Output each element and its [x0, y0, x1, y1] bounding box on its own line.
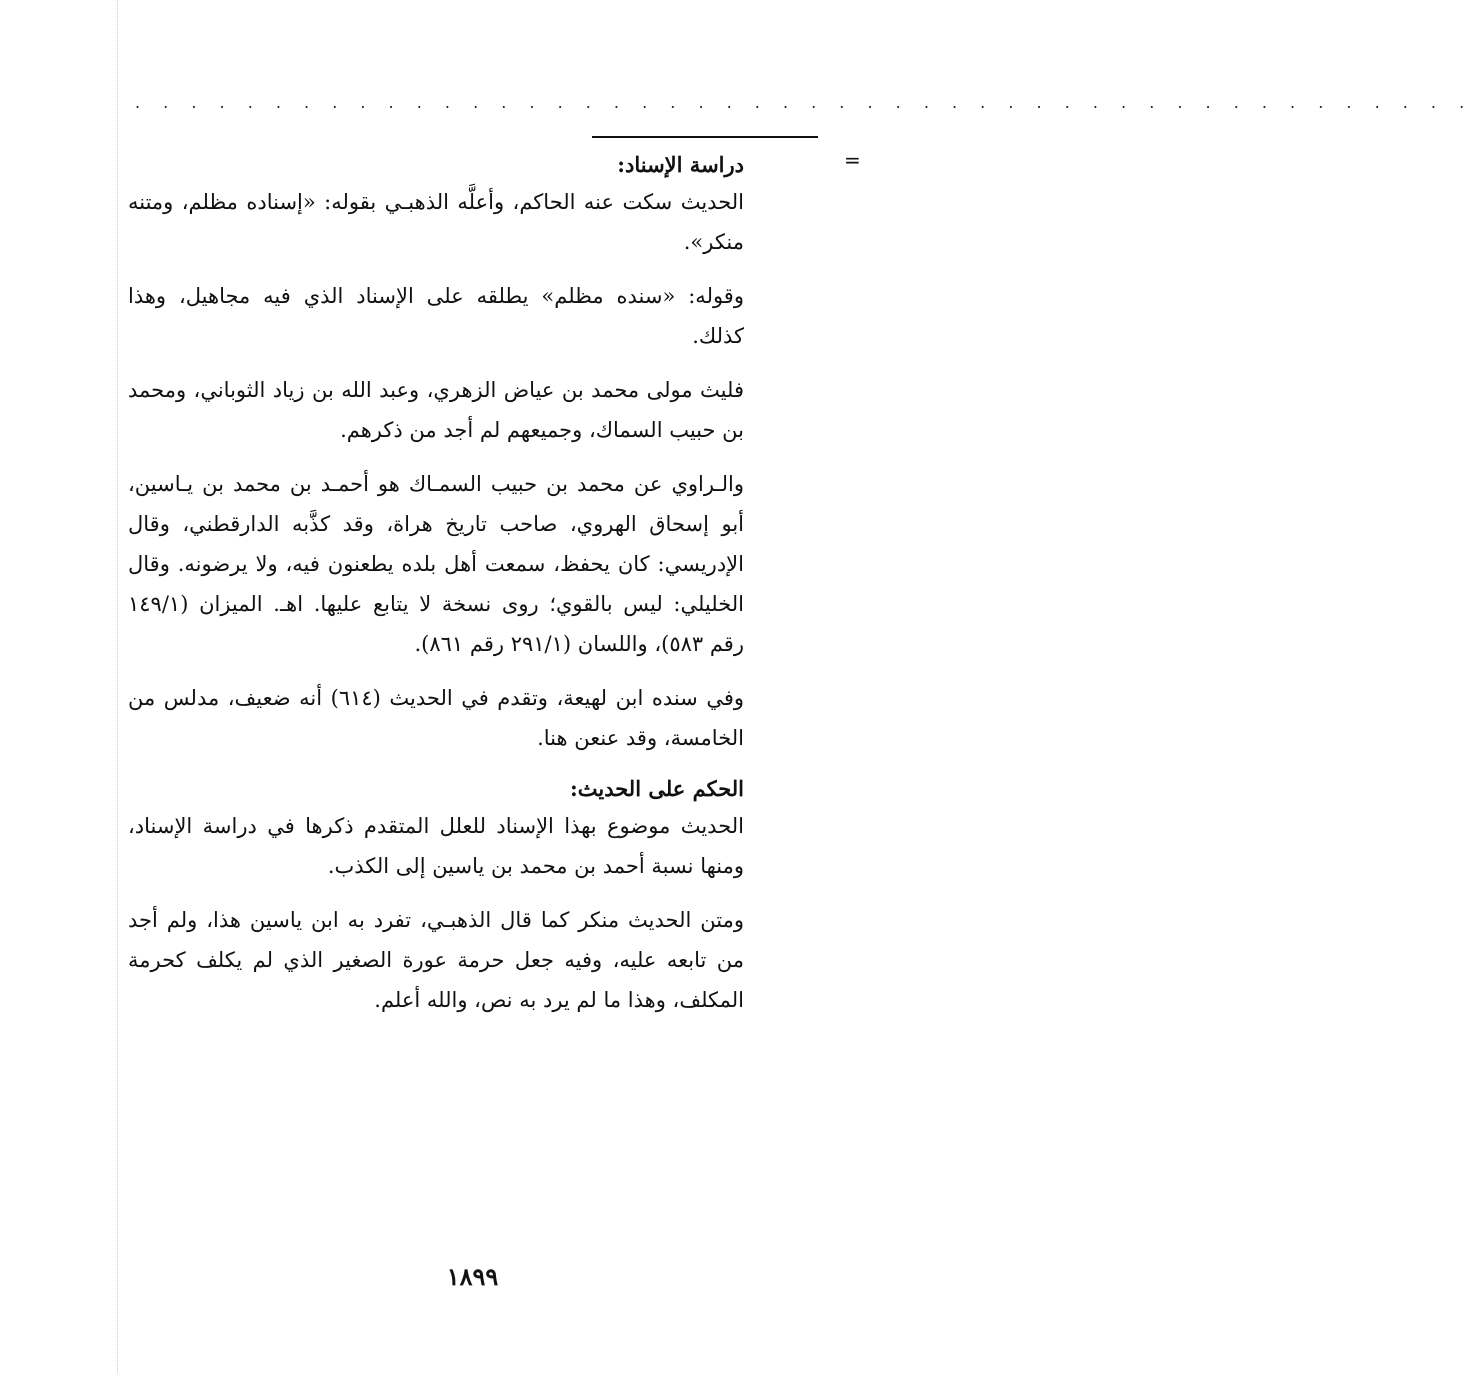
- paragraph-2: وقوله: «سنده مظلم» يطلقه على الإسناد الذي فيه مجاهيل، وهذا كذلك.: [128, 284, 744, 348]
- paragraph-4: والـراوي عن محمد بن حبيب السمـاك هو أحمـد بن محمد بن يـاسين، أبو إسحاق الهروي، صاحب تاريخ هراة، وقد كذَّبه الدارقطني، وقال الإدريسي: كان يحفظ، سمعت أهل بلده يطعنون فيه، ولا يرضونه. وقال الخليلي: ليس بالقوي؛ روى نسخة لا يتابع عليها. اهـ. الميزان (١٤٩/١ رقم ٥٨٣)، واللسان (٢٩١/١ رقم ٨٦١).: [128, 472, 744, 656]
- paragraph-1: الحديث سكت عنه الحاكم، وأعلَّه الذهبـي بقوله: «إسناده مظلم، ومتنه منكر».: [128, 190, 744, 254]
- ruling-heading: الحكم على الحديث:: [570, 776, 744, 801]
- scan-edge-line: [117, 0, 118, 1373]
- page-content: [128, 148, 744, 1034]
- paragraph-6: الحديث موضوع بهذا الإسناد للعلل المتقدم ذكرها في دراسة الإسناد، ومنها نسبة أحمد بن محمد بن ياسين إلى الكذب.: [128, 814, 744, 878]
- heading-rule: [592, 136, 818, 138]
- page-number: ١٨٩٩: [446, 1262, 499, 1291]
- paragraph-3: فليث مولى محمد بن عياض الزهري، وعبد الله بن زياد الثوباني، ومحمد بن حبيب السماك، وجميعهم لم أجد من ذكرهم.: [128, 378, 744, 442]
- isnad-heading: دراسة الإسناد:: [617, 152, 744, 177]
- margin-mark: =: [844, 148, 861, 172]
- paragraph-5: وفي سنده ابن لهيعة، وتقدم في الحديث (٦١٤) أنه ضعيف، مدلس من الخامسة، وقد عنعن هنا.: [128, 686, 745, 750]
- paragraph-7: ومتن الحديث منكر كما قال الذهبـي، تفرد به ابن ياسين هذا، ولم أجد من تابعه عليه، وفيه جعل حرمة عورة الصغير الذي لم يكلف كحرمة المكلف، وهذا ما لم يرد به نص، والله أعلم.: [128, 908, 744, 1012]
- dotted-separator: . . . . . . . . . . . . . . . . . . . . . . . . . . . . . . . . . . . . . . . . . . . . . . . .: [135, 93, 1473, 112]
